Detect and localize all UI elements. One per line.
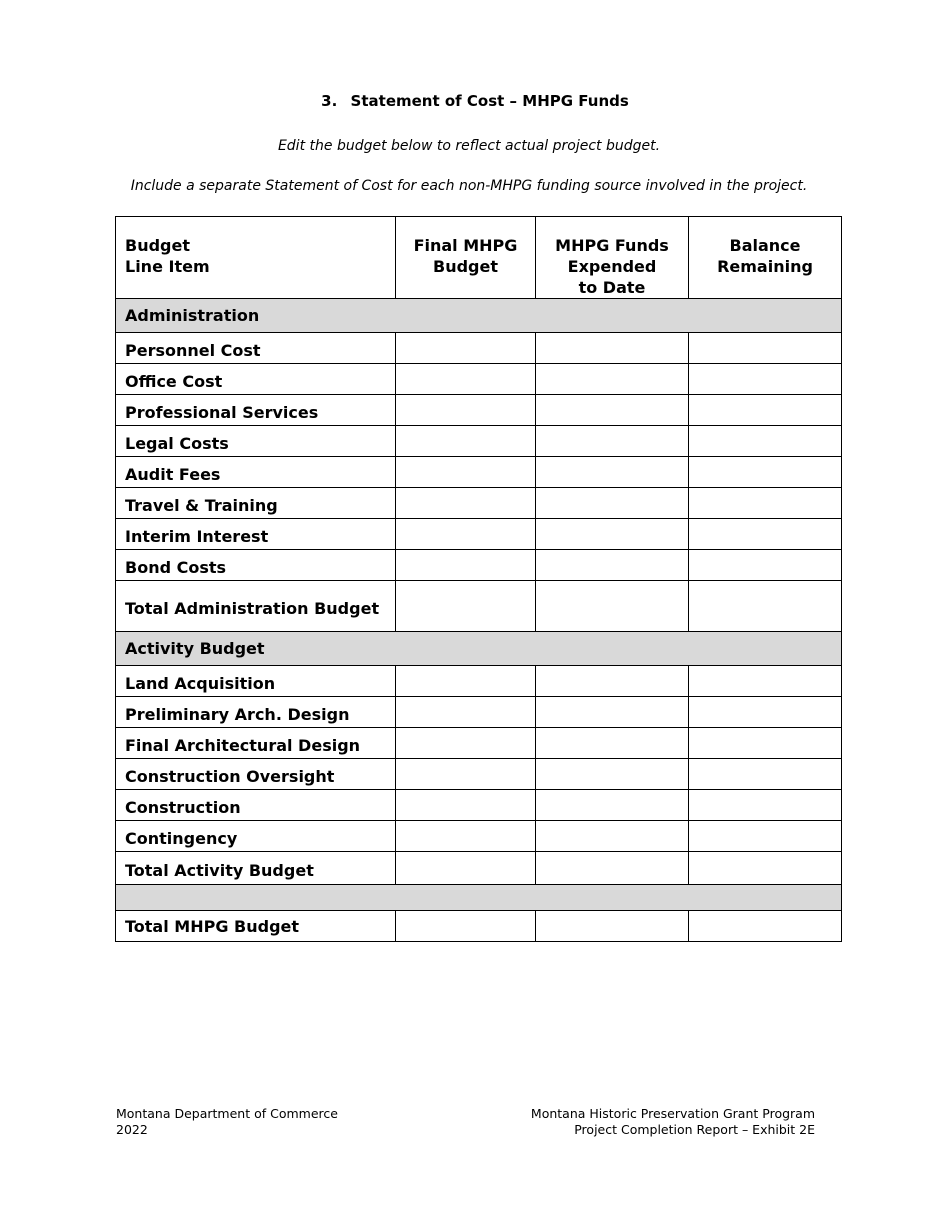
final-budget-cell[interactable] (396, 697, 536, 728)
final-budget-cell[interactable] (396, 550, 536, 581)
balance-cell[interactable] (689, 364, 842, 395)
expended-cell[interactable] (536, 519, 689, 550)
table-row (116, 395, 842, 426)
footer-department: Montana Department of Commerce (116, 1106, 338, 1121)
section-label: Administration (116, 299, 842, 333)
final-budget-cell[interactable] (396, 519, 536, 550)
line-item-label: Personnel Cost (116, 333, 396, 364)
balance-cell[interactable] (689, 911, 842, 942)
balance-cell[interactable] (689, 550, 842, 581)
final-budget-cell[interactable] (396, 728, 536, 759)
section-row-administration (116, 299, 842, 333)
table-header-row (116, 217, 842, 299)
line-item-label: Final Architectural Design (116, 728, 396, 759)
table-row (116, 759, 842, 790)
header-text: Budget (433, 257, 498, 276)
table-row-total-activity (116, 852, 842, 885)
footer-left (116, 1106, 338, 1138)
line-item-label: Audit Fees (116, 457, 396, 488)
header-text: MHPG Funds (555, 236, 669, 255)
header-final-mhpg-budget (396, 217, 536, 299)
table-row (116, 728, 842, 759)
expended-cell[interactable] (536, 333, 689, 364)
table-row-total-mhpg (116, 911, 842, 942)
final-budget-cell[interactable] (396, 911, 536, 942)
balance-cell[interactable] (689, 852, 842, 885)
expended-cell[interactable] (536, 790, 689, 821)
expended-cell[interactable] (536, 581, 689, 632)
header-text: Budget (125, 236, 190, 255)
table-row (116, 457, 842, 488)
final-budget-cell[interactable] (396, 364, 536, 395)
line-item-label: Land Acquisition (116, 666, 396, 697)
section-row-activity-budget (116, 632, 842, 666)
table-row (116, 519, 842, 550)
balance-cell[interactable] (689, 728, 842, 759)
table-row (116, 333, 842, 364)
line-item-label: Professional Services (116, 395, 396, 426)
footer-program: Montana Historic Preservation Grant Program (530, 1106, 815, 1121)
balance-cell[interactable] (689, 395, 842, 426)
expended-cell[interactable] (536, 821, 689, 852)
line-item-label: Bond Costs (116, 550, 396, 581)
total-mhpg-label: Total MHPG Budget (116, 911, 396, 942)
final-budget-cell[interactable] (396, 790, 536, 821)
section-heading (0, 92, 950, 110)
table-row-total-administration (116, 581, 842, 632)
line-item-label: Construction (116, 790, 396, 821)
expended-cell[interactable] (536, 550, 689, 581)
expended-cell[interactable] (536, 364, 689, 395)
table-row (116, 488, 842, 519)
expended-cell[interactable] (536, 426, 689, 457)
section-number: 3. (321, 92, 338, 110)
expended-cell[interactable] (536, 457, 689, 488)
balance-cell[interactable] (689, 581, 842, 632)
balance-cell[interactable] (689, 666, 842, 697)
table-row (116, 426, 842, 457)
footer-right (531, 1106, 815, 1138)
table-row (116, 790, 842, 821)
header-funds-expended (536, 217, 689, 299)
final-budget-cell[interactable] (396, 581, 536, 632)
final-budget-cell[interactable] (396, 666, 536, 697)
line-item-label: Total Administration Budget (116, 581, 396, 632)
header-text: Expended (567, 257, 657, 276)
header-text: Balance (729, 236, 801, 255)
footer-year: 2022 (116, 1122, 148, 1137)
line-item-label: Preliminary Arch. Design (116, 697, 396, 728)
balance-cell[interactable] (689, 759, 842, 790)
table-row (116, 364, 842, 395)
line-item-label: Construction Oversight (116, 759, 396, 790)
final-budget-cell[interactable] (396, 821, 536, 852)
final-budget-cell[interactable] (396, 759, 536, 790)
final-budget-cell[interactable] (396, 395, 536, 426)
balance-cell[interactable] (689, 697, 842, 728)
balance-cell[interactable] (689, 821, 842, 852)
table-row (116, 821, 842, 852)
line-item-label: Travel & Training (116, 488, 396, 519)
table-row (116, 550, 842, 581)
line-item-label: Office Cost (116, 364, 396, 395)
balance-cell[interactable] (689, 333, 842, 364)
section-label: Activity Budget (116, 632, 842, 666)
final-budget-cell[interactable] (396, 333, 536, 364)
balance-cell[interactable] (689, 426, 842, 457)
final-budget-cell[interactable] (396, 488, 536, 519)
expended-cell[interactable] (536, 852, 689, 885)
instruction-edit-budget: Edit the budget below to reflect actual project budget. (277, 138, 661, 154)
balance-cell[interactable] (689, 488, 842, 519)
table-row (116, 666, 842, 697)
section-title: Statement of Cost – MHPG Funds (350, 92, 629, 110)
statement-of-cost-table (115, 216, 842, 942)
header-text: Line Item (125, 257, 210, 276)
line-item-label: Total Activity Budget (116, 852, 396, 885)
header-text: Final MHPG (413, 236, 518, 255)
expended-cell[interactable] (536, 666, 689, 697)
final-budget-cell[interactable] (396, 852, 536, 885)
header-budget-line-item (116, 217, 396, 299)
instruction-separate-statement: Include a separate Statement of Cost for each non-MHPG funding source involved in the project. (130, 178, 808, 194)
spacer-cell (116, 885, 842, 911)
header-text: to Date (578, 278, 646, 297)
header-text: Remaining (717, 257, 813, 276)
expended-cell[interactable] (536, 395, 689, 426)
balance-cell[interactable] (689, 790, 842, 821)
line-item-label: Legal Costs (116, 426, 396, 457)
expended-cell[interactable] (536, 728, 689, 759)
expended-cell[interactable] (536, 697, 689, 728)
final-budget-cell[interactable] (396, 457, 536, 488)
expended-cell[interactable] (536, 911, 689, 942)
header-balance-remaining (689, 217, 842, 299)
line-item-label: Contingency (116, 821, 396, 852)
footer-report: Project Completion Report – Exhibit 2E (574, 1122, 815, 1137)
table-row (116, 697, 842, 728)
balance-cell[interactable] (689, 457, 842, 488)
line-item-label: Interim Interest (116, 519, 396, 550)
balance-cell[interactable] (689, 519, 842, 550)
expended-cell[interactable] (536, 488, 689, 519)
spacer-row (116, 885, 842, 911)
expended-cell[interactable] (536, 759, 689, 790)
final-budget-cell[interactable] (396, 426, 536, 457)
